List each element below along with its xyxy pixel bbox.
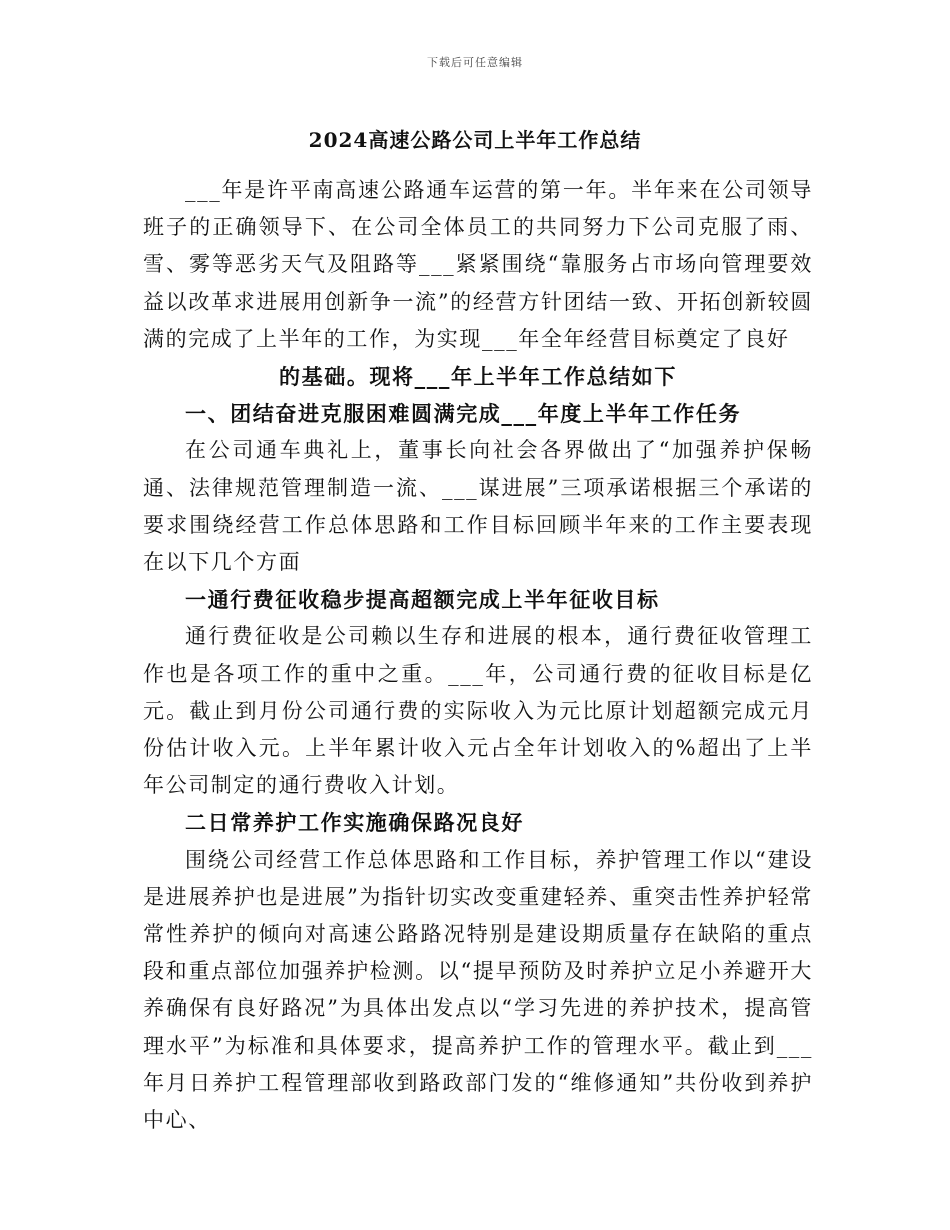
- paragraph-intro-closing: 的基础。现将___年上半年工作总结如下: [279, 364, 677, 390]
- paragraph-commitments: 在公司通车典礼上，董事长向社会各界做出了“加强养护保畅通、法律规范管理制造一流、___谋进展”三项承诺根据三个承诺的要求围绕经营工作总体思路和工作目标回顾半年来的工作主要表现在以下几个方面: [143, 438, 813, 575]
- subsection-heading-toll: 一通行费征收稳步提高超额完成上半年征收目标: [185, 587, 660, 613]
- paragraph-maintenance: 围绕公司经营工作总体思路和工作目标，养护管理工作以“建设是进展养护也是进展”为指针切实改变重建轻养、重突击性养护轻常常性养护的倾向对高速公路路况特别是建设期质量存在缺陷的重点段和重点部位加强养护检测。以“提早预防及时养护立足小养避开大养确保有良好路况”为具体出发点以“学习先进的养护技术，提高管理水平”为标准和具体要求，提高养护工作的管理水平。截止到___年月日养护工程管理部收到路政部门发的“维修通知”共份收到养护中心、: [143, 847, 813, 1133]
- header-note: 下载后可任意编辑: [427, 56, 523, 69]
- subsection-heading-maintenance: 二日常养护工作实施确保路况良好: [185, 810, 524, 836]
- document-title: 2024高速公路公司上半年工作总结: [308, 128, 642, 152]
- section-heading-1: 一、团结奋进克服困难圆满完成___年度上半年工作任务: [185, 401, 742, 427]
- paragraph-intro: ___年是许平南高速公路通车运营的第一年。半年来在公司领导班子的正确领导下、在公司全体员工的共同努力下公司克服了雨、雪、雾等恶劣天气及阻路等___紧紧围绕“靠服务占市场向管理要效益以改革求进展用创新争一流”的经营方针团结一致、开拓创新较圆满的完成了上半年的工作，为实现___年全年经营目标奠定了良好: [143, 178, 813, 351]
- paragraph-toll: 通行费征收是公司赖以生存和进展的根本，通行费征收管理工作也是各项工作的重中之重。___年，公司通行费的征收目标是亿元。截止到月份公司通行费的实际收入为元比原计划超额完成元月份估计收入元。上半年累计收入元占全年计划收入的%超出了上半年公司制定的通行费收入计划。: [143, 624, 813, 798]
- document-body: [143, 172, 813, 1139]
